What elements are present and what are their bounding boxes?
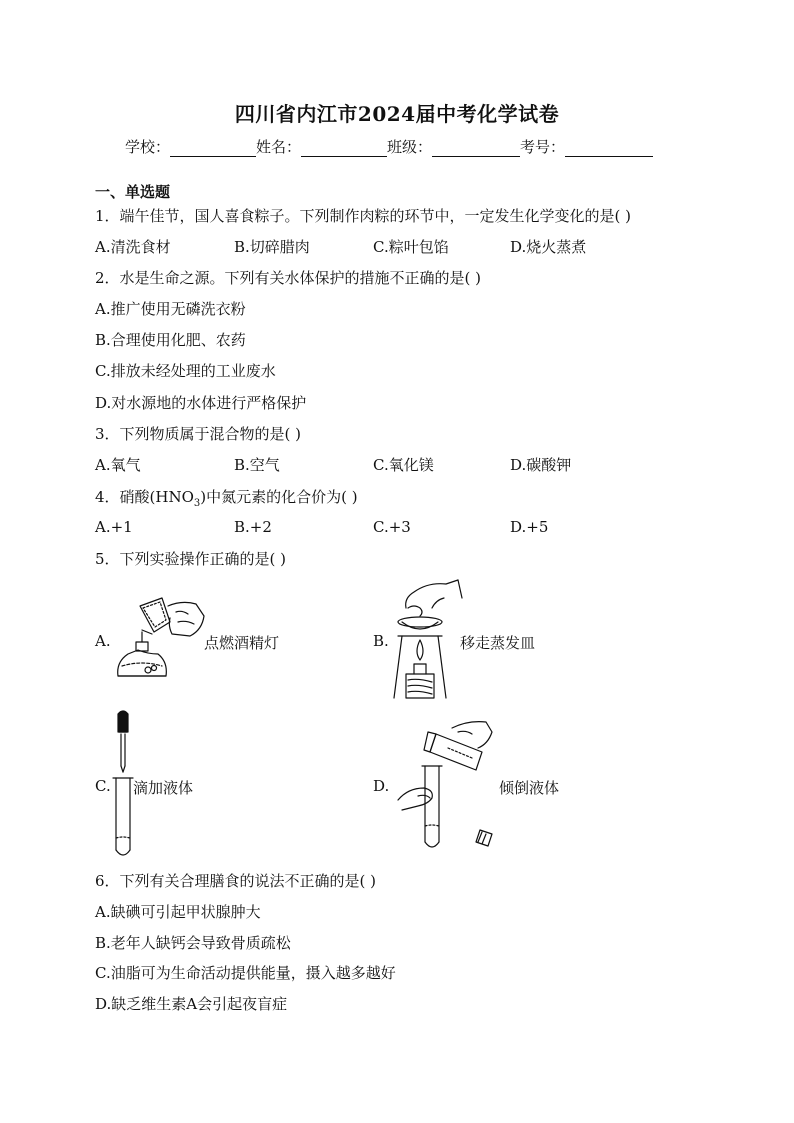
q5-option-c-label: 滴加液体 xyxy=(133,779,194,797)
school-blank[interactable] xyxy=(170,140,256,157)
q4-option-b[interactable]: B.+2 xyxy=(234,518,272,536)
q3-option-d[interactable]: D.碳酸钾 xyxy=(510,456,572,474)
exam-title: 四川省内江市2024届中考化学试卷 xyxy=(234,102,560,126)
q3-option-b[interactable]: B.空气 xyxy=(234,456,280,474)
q5-option-d-label: 倾倒液体 xyxy=(499,779,560,797)
name-label: 姓名： xyxy=(256,138,302,156)
q1-option-a[interactable]: A.清洗食材 xyxy=(95,238,171,256)
number-label: 考号： xyxy=(520,138,566,156)
question-2-stem: 2．水是生命之源。下列有关水体保护的措施不正确的是( ) xyxy=(95,269,482,287)
q5-option-a-letter[interactable]: A. xyxy=(95,632,111,650)
q2-option-d[interactable]: D.对水源地的水体进行严格保护 xyxy=(95,394,307,412)
q3-option-a[interactable]: A.氧气 xyxy=(95,456,141,474)
q2-option-a[interactable]: A.推广使用无磷洗衣粉 xyxy=(95,300,246,318)
q4-option-d[interactable]: D.+5 xyxy=(510,518,549,536)
q4-option-c[interactable]: C.+3 xyxy=(373,518,411,536)
q6-option-a[interactable]: A.缺碘可引起甲状腺肿大 xyxy=(95,903,261,921)
q1-option-b[interactable]: B.切碎腊肉 xyxy=(234,238,310,256)
q2-option-b[interactable]: B.合理使用化肥、农药 xyxy=(95,331,246,349)
q5-option-a-label: 点燃酒精灯 xyxy=(204,634,280,652)
name-blank[interactable] xyxy=(301,140,387,157)
question-5-stem: 5．下列实验操作正确的是( ) xyxy=(95,550,287,568)
question-6-stem: 6．下列有关合理膳食的说法不正确的是( ) xyxy=(95,872,377,890)
question-3-stem: 3．下列物质属于混合物的是( ) xyxy=(95,425,302,443)
q4-option-a[interactable]: A.+1 xyxy=(95,518,133,536)
section-heading: 一、单选题 xyxy=(95,183,171,201)
pouring-liquid-illustration xyxy=(388,718,498,858)
class-label: 班级： xyxy=(387,138,433,156)
move-evaporating-dish-illustration xyxy=(384,578,464,702)
number-blank[interactable] xyxy=(565,140,653,157)
q6-option-b[interactable]: B.老年人缺钙会导致骨质疏松 xyxy=(95,934,291,952)
student-info-row xyxy=(125,136,653,157)
q1-option-c[interactable]: C.粽叶包馅 xyxy=(373,238,449,256)
q6-option-c[interactable]: C.油脂可为生命活动提供能量，摄入越多越好 xyxy=(95,964,396,982)
q1-option-d[interactable]: D.烧火蒸煮 xyxy=(510,238,587,256)
school-label: 学校： xyxy=(125,138,171,156)
q3-option-c[interactable]: C.氧化镁 xyxy=(373,456,434,474)
q5-option-b-letter[interactable]: B. xyxy=(373,632,389,650)
q5-option-d-letter[interactable]: D. xyxy=(373,777,390,795)
alcohol-lamp-lighting-illustration xyxy=(110,592,210,688)
question-1-stem: 1．端午佳节，国人喜食粽子。下列制作肉粽的环节中，一定发生化学变化的是( ) xyxy=(95,207,632,225)
class-blank[interactable] xyxy=(432,140,520,157)
q5-option-c-letter[interactable]: C. xyxy=(95,777,111,795)
q5-option-b-label: 移走蒸发皿 xyxy=(460,634,536,652)
question-4-stem: 4．硝酸$(HNO_3)$中氮元素的化合价为( ) xyxy=(95,488,358,509)
q6-option-d[interactable]: D.缺乏维生素A会引起夜盲症 xyxy=(95,995,288,1013)
q2-option-c[interactable]: C.排放未经处理的工业废水 xyxy=(95,362,276,380)
